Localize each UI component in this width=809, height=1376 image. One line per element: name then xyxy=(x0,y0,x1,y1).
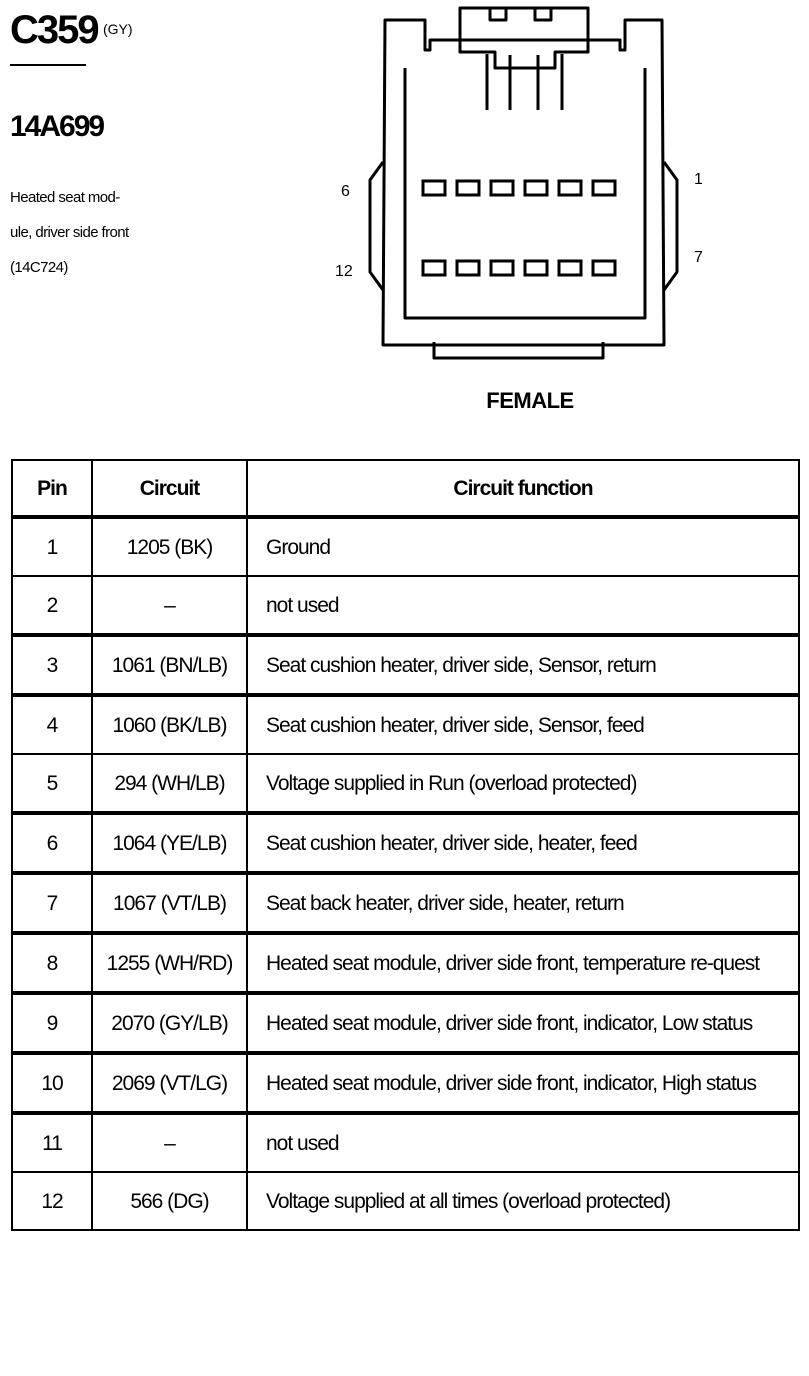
pin-label-12: 12 xyxy=(335,263,353,280)
pin-label-1: 1 xyxy=(694,171,703,188)
connector-latch-inner xyxy=(510,55,538,110)
pin-label-7: 7 xyxy=(694,249,703,266)
circuit-cell: 1061 (BN/LB) xyxy=(92,635,247,695)
connector-latch-notch-left xyxy=(490,8,506,20)
connector-left-bracket xyxy=(370,162,383,290)
pin-cell: 4 xyxy=(12,695,92,754)
pin-cavity xyxy=(423,261,445,275)
pin-cell: 12 xyxy=(12,1172,92,1230)
table-row xyxy=(12,576,799,635)
circuit-cell: 294 (WH/LB) xyxy=(92,754,247,813)
pin-cell: 1 xyxy=(12,517,92,576)
function-cell: Seat cushion heater, driver side, Sensor, feed xyxy=(247,695,799,754)
pin-cavity xyxy=(559,181,581,195)
pin-cavity xyxy=(457,181,479,195)
connector-id: C359 xyxy=(10,8,98,52)
pin-cavity xyxy=(559,261,581,275)
table-row xyxy=(12,635,799,695)
pin-cell: 8 xyxy=(12,933,92,993)
function-cell: Heated seat module, driver side front, temperature re-quest xyxy=(247,933,799,993)
circuit-cell: 2069 (VT/LG) xyxy=(92,1053,247,1113)
connector-color: (GY) xyxy=(103,21,133,37)
connector-latch-arm xyxy=(487,54,562,110)
table-row xyxy=(12,517,799,576)
function-cell: not used xyxy=(247,1113,799,1172)
pin-cavity xyxy=(525,261,547,275)
pin-cavity xyxy=(593,181,615,195)
circuit-cell: – xyxy=(92,576,247,635)
pin-cell: 10 xyxy=(12,1053,92,1113)
circuit-cell: 566 (DG) xyxy=(92,1172,247,1230)
description-line-2: ule, driver side front xyxy=(10,224,129,241)
table-header-row xyxy=(12,460,799,517)
pin-cavity xyxy=(525,181,547,195)
pin-cell: 2 xyxy=(12,576,92,635)
pin-cell: 7 xyxy=(12,873,92,933)
function-cell: Seat cushion heater, driver side, Sensor, return xyxy=(247,635,799,695)
pin-cavity xyxy=(593,261,615,275)
table-row xyxy=(12,695,799,754)
table-row xyxy=(12,993,799,1053)
function-cell: Heated seat module, driver side front, indicator, High status xyxy=(247,1053,799,1113)
pin-cavity xyxy=(491,181,513,195)
header-pin: Pin xyxy=(12,460,92,517)
connector-gender-label: FEMALE xyxy=(486,388,574,413)
circuit-cell: 1255 (WH/RD) xyxy=(92,933,247,993)
function-cell: Seat cushion heater, driver side, heater, feed xyxy=(247,813,799,873)
connector-latch xyxy=(460,8,588,68)
table-row xyxy=(12,873,799,933)
pin-cell: 9 xyxy=(12,993,92,1053)
pin-cavity xyxy=(457,261,479,275)
function-cell: Seat back heater, driver side, heater, return xyxy=(247,873,799,933)
circuit-cell: – xyxy=(92,1113,247,1172)
connector-face-diagram xyxy=(325,0,715,420)
table-row xyxy=(12,813,799,873)
title-underline xyxy=(10,64,86,66)
header-circuit-function: Circuit function xyxy=(247,460,799,517)
circuit-cell: 1205 (BK) xyxy=(92,517,247,576)
pin-label-6: 6 xyxy=(341,183,350,200)
pin-cell: 11 xyxy=(12,1113,92,1172)
table-row xyxy=(12,1113,799,1172)
circuit-cell: 2070 (GY/LB) xyxy=(92,993,247,1053)
description-line-1: Heated seat mod- xyxy=(10,189,120,206)
table-row xyxy=(12,1172,799,1230)
pin-cell: 5 xyxy=(12,754,92,813)
pin-cavity xyxy=(491,261,513,275)
function-cell: Ground xyxy=(247,517,799,576)
pinout-table xyxy=(11,459,800,1231)
circuit-cell: 1067 (VT/LB) xyxy=(92,873,247,933)
function-cell: Voltage supplied at all times (overload protected) xyxy=(247,1172,799,1230)
header-circuit: Circuit xyxy=(92,460,247,517)
function-cell: Heated seat module, driver side front, indicator, Low status xyxy=(247,993,799,1053)
function-cell: Voltage supplied in Run (overload protected) xyxy=(247,754,799,813)
part-number: 14A699 xyxy=(10,110,104,143)
pin-cell: 6 xyxy=(12,813,92,873)
connector-latch-notch-right xyxy=(535,8,551,20)
pin-cavity xyxy=(423,181,445,195)
table-row xyxy=(12,1053,799,1113)
pin-cell: 3 xyxy=(12,635,92,695)
table-row xyxy=(12,933,799,993)
table-row xyxy=(12,754,799,813)
connector-right-bracket xyxy=(664,162,677,290)
circuit-cell: 1064 (YE/LB) xyxy=(92,813,247,873)
function-cell: not used xyxy=(247,576,799,635)
circuit-cell: 1060 (BK/LB) xyxy=(92,695,247,754)
description-line-3: (14C724) xyxy=(10,259,68,276)
